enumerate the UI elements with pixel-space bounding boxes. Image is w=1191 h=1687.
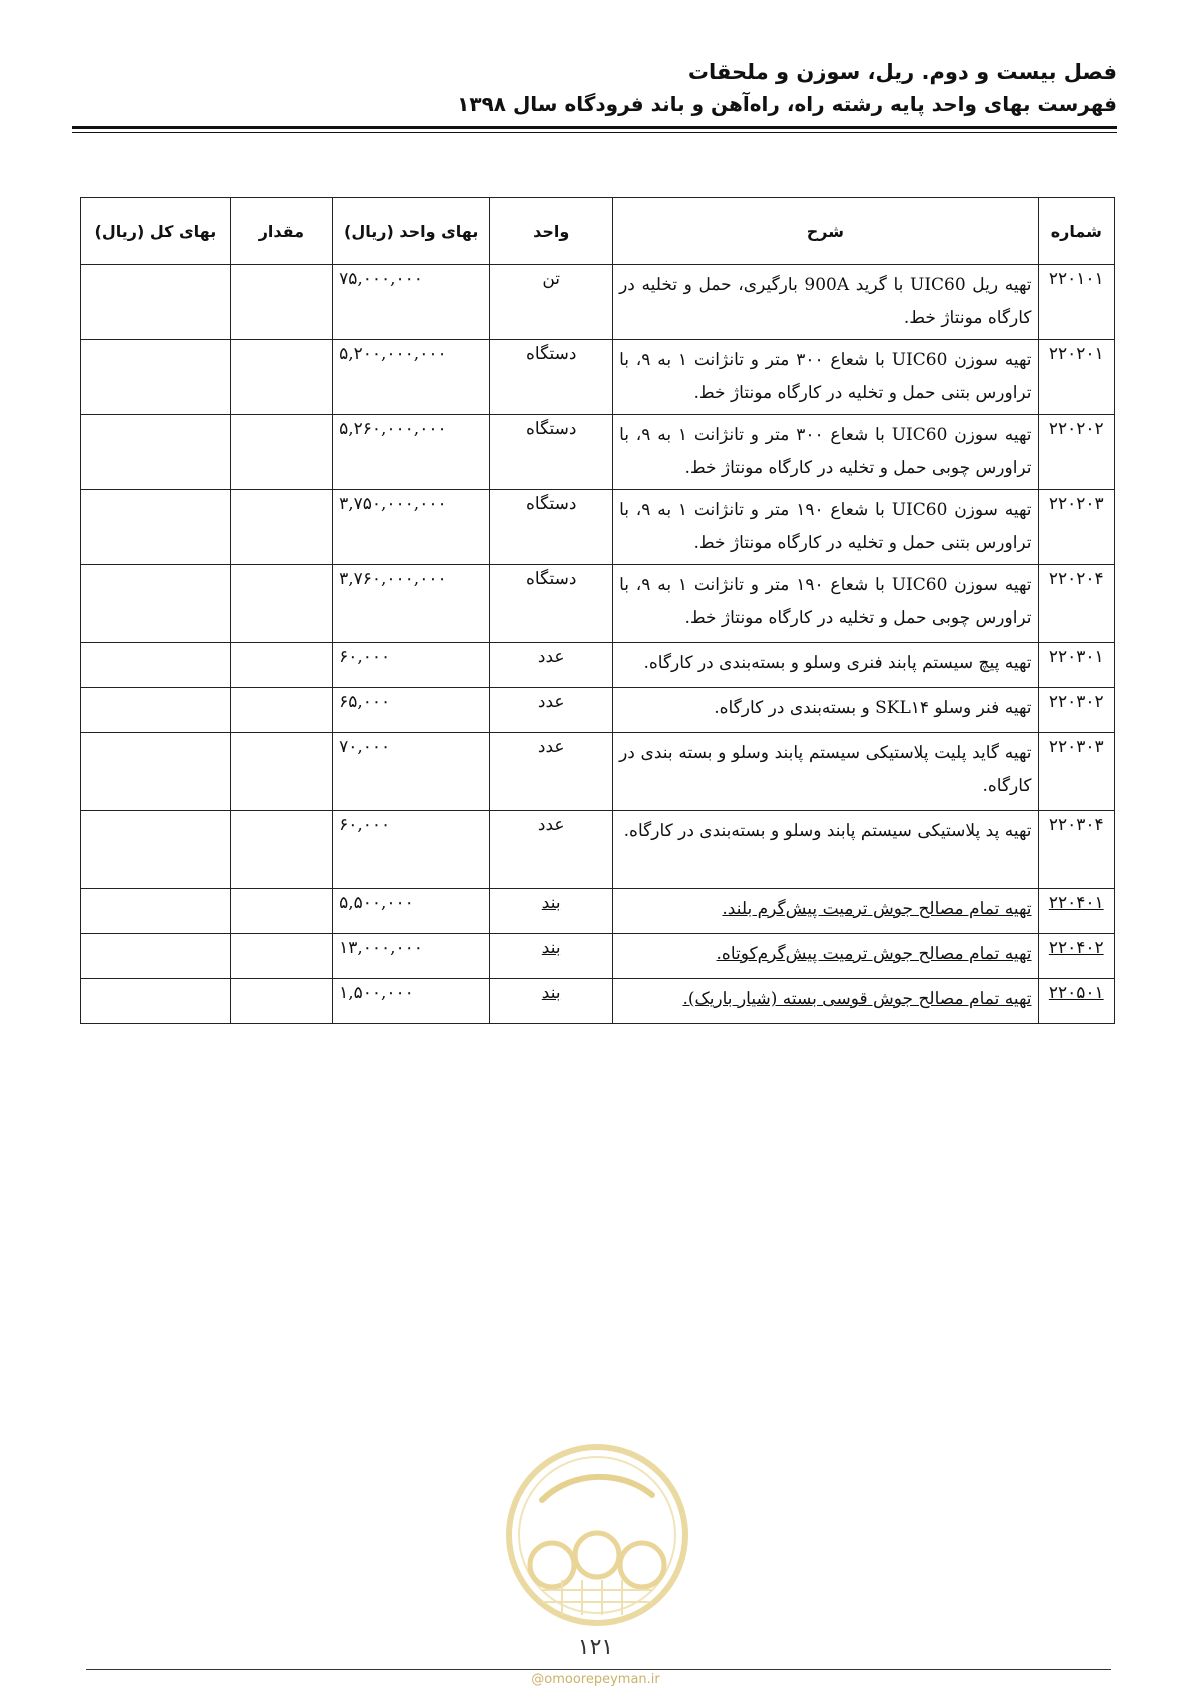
row-unit: دستگاه — [490, 415, 613, 490]
row-quantity — [230, 733, 332, 811]
row-quantity — [230, 415, 332, 490]
row-total — [81, 889, 231, 934]
row-code: ۲۲۰۴۰۲ — [1038, 934, 1114, 979]
row-description: تهیه سوزن UIC60 با شعاع ۳۰۰ متر و تانژانت ۱ به ۹، با تراورس چوبی حمل و تخلیه در کارگاه مونتاژ خط. — [613, 415, 1038, 490]
row-description: تهیه پیچ سیستم پابند فنری وسلو و بسته‌بندی در کارگاه. — [613, 643, 1038, 688]
table-row — [81, 979, 1115, 1024]
chapter-title: فصل بیست و دوم. ریل، سوزن و ملحقات — [687, 60, 1117, 84]
table-row — [81, 934, 1115, 979]
row-unit: عدد — [490, 811, 613, 889]
row-unit: بند — [490, 934, 613, 979]
table-row — [81, 688, 1115, 733]
table-row — [81, 415, 1115, 490]
row-quantity — [230, 643, 332, 688]
table-row — [81, 889, 1115, 934]
row-unit-price: ۱۳,۰۰۰,۰۰۰ — [333, 934, 490, 979]
row-unit-price: ۵,۲۶۰,۰۰۰,۰۰۰ — [333, 415, 490, 490]
header-code: شماره — [1038, 198, 1114, 265]
row-unit: عدد — [490, 643, 613, 688]
row-description: تهیه تمام مصالح جوش ترمیت پیش‌گرم‌کوتاه. — [613, 934, 1038, 979]
row-unit: دستگاه — [490, 490, 613, 565]
document-title: فهرست بهای واحد پایه رشته راه، راه‌آهن و باند فرودگاه سال ۱۳۹۸ — [457, 92, 1117, 116]
row-total — [81, 688, 231, 733]
table-row — [81, 340, 1115, 415]
watermark-logo — [502, 1440, 692, 1630]
header-description: شرح — [613, 198, 1038, 265]
row-unit-price: ۶۵,۰۰۰ — [333, 688, 490, 733]
row-description: تهیه پد پلاستیکی سیستم پابند وسلو و بسته‌بندی در کارگاه. — [613, 811, 1038, 889]
row-unit-price: ۱,۵۰۰,۰۰۰ — [333, 979, 490, 1024]
row-description: تهیه تمام مصالح جوش قوسی بسته (شیار باریک). — [613, 979, 1038, 1024]
row-unit: دستگاه — [490, 340, 613, 415]
row-description: تهیه تمام مصالح جوش ترمیت پیش‌گرم بلند. — [613, 889, 1038, 934]
row-quantity — [230, 889, 332, 934]
watermark-site: @omoorepeyman.ir — [531, 1672, 660, 1687]
row-unit-price: ۶۰,۰۰۰ — [333, 643, 490, 688]
row-code: ۲۲۰۳۰۲ — [1038, 688, 1114, 733]
table-row — [81, 643, 1115, 688]
row-code: ۲۲۰۲۰۴ — [1038, 565, 1114, 643]
row-total — [81, 265, 231, 340]
row-description: تهیه ریل UIC60 با گرید 900A بارگیری، حمل و تخلیه در کارگاه مونتاژ خط. — [613, 265, 1038, 340]
row-code: ۲۲۰۴۰۱ — [1038, 889, 1114, 934]
price-list-table — [80, 197, 1115, 1024]
row-quantity — [230, 688, 332, 733]
header-quantity: مقدار — [230, 198, 332, 265]
table-row — [81, 565, 1115, 643]
header-total-price: بهای کل (ریال) — [81, 198, 231, 265]
row-code: ۲۲۰۵۰۱ — [1038, 979, 1114, 1024]
row-quantity — [230, 811, 332, 889]
header-rule-thick — [72, 126, 1117, 129]
row-code: ۲۲۰۳۰۳ — [1038, 733, 1114, 811]
row-quantity — [230, 934, 332, 979]
row-total — [81, 340, 231, 415]
page-number: ۱۲۱ — [577, 1635, 614, 1660]
row-description: تهیه سوزن UIC60 با شعاع ۱۹۰ متر و تانژانت ۱ به ۹، با تراورس چوبی حمل و تخلیه در کارگاه مونتاژ خط. — [613, 565, 1038, 643]
row-total — [81, 565, 231, 643]
row-unit: عدد — [490, 688, 613, 733]
row-unit: بند — [490, 979, 613, 1024]
table-row — [81, 265, 1115, 340]
table-row — [81, 490, 1115, 565]
row-total — [81, 811, 231, 889]
header-unit-price: بهای واحد (ریال) — [333, 198, 490, 265]
header-unit: واحد — [490, 198, 613, 265]
row-unit-price: ۳,۷۶۰,۰۰۰,۰۰۰ — [333, 565, 490, 643]
row-total — [81, 979, 231, 1024]
row-code: ۲۲۰۳۰۱ — [1038, 643, 1114, 688]
row-unit-price: ۷۵,۰۰۰,۰۰۰ — [333, 265, 490, 340]
header-rule-thin — [72, 132, 1117, 133]
table-row — [81, 733, 1115, 811]
table-header-row — [81, 198, 1115, 265]
row-description: تهیه فنر وسلو SKL۱۴ و بسته‌بندی در کارگاه. — [613, 688, 1038, 733]
row-total — [81, 934, 231, 979]
row-code: ۲۲۰۱۰۱ — [1038, 265, 1114, 340]
row-total — [81, 415, 231, 490]
row-code: ۲۲۰۲۰۳ — [1038, 490, 1114, 565]
row-unit: بند — [490, 889, 613, 934]
row-code: ۲۲۰۳۰۴ — [1038, 811, 1114, 889]
row-description: تهیه گاید پلیت پلاستیکی سیستم پابند وسلو و بسته بندی در کارگاه. — [613, 733, 1038, 811]
row-unit-price: ۵,۲۰۰,۰۰۰,۰۰۰ — [333, 340, 490, 415]
row-unit-price: ۳,۷۵۰,۰۰۰,۰۰۰ — [333, 490, 490, 565]
row-total — [81, 490, 231, 565]
row-unit-price: ۷۰,۰۰۰ — [333, 733, 490, 811]
footer-rule — [86, 1669, 1111, 1670]
row-description: تهیه سوزن UIC60 با شعاع ۳۰۰ متر و تانژانت ۱ به ۹، با تراورس بتنی حمل و تخلیه در کارگاه مونتاژ خط. — [613, 340, 1038, 415]
row-total — [81, 643, 231, 688]
row-quantity — [230, 565, 332, 643]
row-quantity — [230, 340, 332, 415]
row-unit: تن — [490, 265, 613, 340]
row-unit-price: ۶۰,۰۰۰ — [333, 811, 490, 889]
row-code: ۲۲۰۲۰۱ — [1038, 340, 1114, 415]
row-quantity — [230, 979, 332, 1024]
row-code: ۲۲۰۲۰۲ — [1038, 415, 1114, 490]
row-unit: عدد — [490, 733, 613, 811]
row-unit: دستگاه — [490, 565, 613, 643]
row-unit-price: ۵,۵۰۰,۰۰۰ — [333, 889, 490, 934]
table-row — [81, 811, 1115, 889]
row-description: تهیه سوزن UIC60 با شعاع ۱۹۰ متر و تانژانت ۱ به ۹، با تراورس بتنی حمل و تخلیه در کارگاه مونتاژ خط. — [613, 490, 1038, 565]
row-total — [81, 733, 231, 811]
page-header — [72, 55, 1117, 119]
row-quantity — [230, 265, 332, 340]
row-quantity — [230, 490, 332, 565]
